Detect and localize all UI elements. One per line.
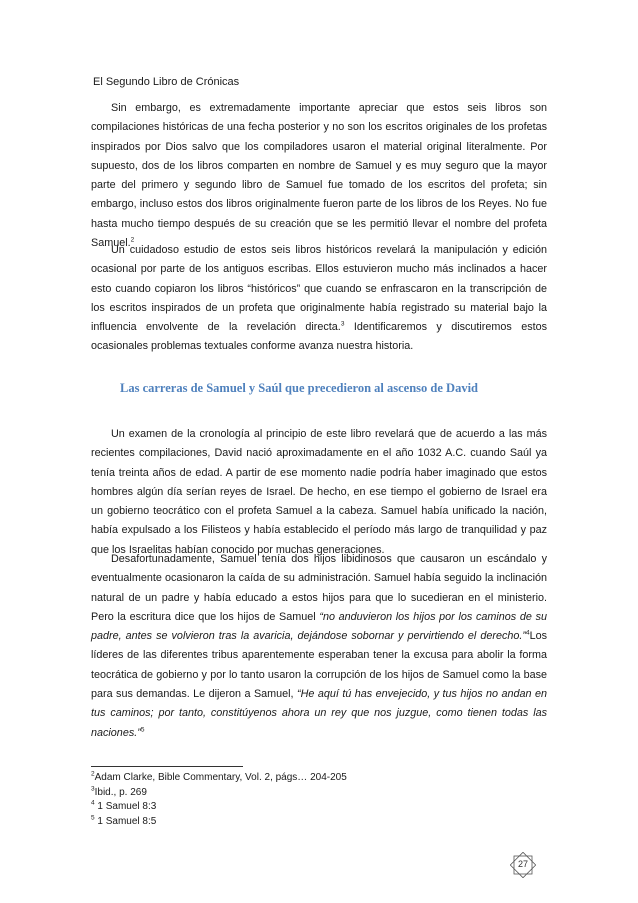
page-number: 27 — [517, 859, 528, 869]
footnotes — [91, 771, 347, 829]
footnote-divider — [91, 766, 243, 767]
scripture-quote-1: “no anduvieron los hijos por los caminos de su padre, antes se volvieron tras la avaricia, dejándose sobornar y pervirtiendo el derecho.” — [91, 610, 547, 643]
footnote-3: $^3$Ibid., p. 269 — [91, 785, 147, 798]
footnote-ref-5: 5 — [140, 726, 145, 734]
footnote-ref-4: 4 — [525, 629, 530, 637]
paragraph-4 — [91, 550, 547, 743]
paragraph-2-text: Un cuidadoso estudio de estos seis libros históricos revelará la manipulación y edición ocasional por parte de los antiguos escribas. Ellos estuvieron mucho más inclinados a hacer esto cuando copiaron los libros “históricos” que cuando se enfrascaron en la transcripción de los escritos inspirados de un profeta que originalmente había registrado su material bajo la influencia envolvente de la revelación directa. — [91, 244, 547, 334]
paragraph-2 — [91, 241, 547, 357]
paragraph-4-text-a: Desafortunadamente, Samuel tenía dos hijos libidinosos que causaron un escándalo y eventualmente ocasionaron la caída de su administración. Samuel había seguido la inclinación natural de un padre y había educado a estos hijos para que lo sucedieran en el ministerio. Pero la escritura dice que los hijos de Samuel — [91, 553, 547, 623]
footnote-4: $^4$ 1 Samuel 8:3 — [91, 799, 157, 812]
page-number-badge — [510, 852, 536, 878]
paragraph-1-text: Sin embargo, es extremadamente importante apreciar que estos seis libros son compilaciones históricas de una fecha posterior y no son los escritos originales de los profetas inspirados por Dios salvo que los compiladores usaron el material original literalmente. Por supuesto, dos de los libros comparten en nombre de Samuel y es muy seguro que la mayor parte del primero y segundo libro de Samuel fue tomado de los escritos del profeta; sin embargo, incluso estos dos libros originalmente fueron parte de los libros de los Reyes. No fue hasta mucho tiempo después de su creación que se les permitió llevar el nombre del profeta Samuel. — [91, 102, 547, 250]
section-heading: Las carreras de Samuel y Saúl que precedieron al ascenso de David — [120, 381, 478, 395]
paragraph-4-text-b: Los líderes de las diferentes tribus aparentemente esperaban tener la excusa para abolir la forma teocrática de gobierno y por lo tanto usaron la corrupción de los hijos de Samuel como la base para sus demandas. Le dijeron a Samuel, — [91, 630, 547, 701]
paragraph-2-text-end: Identificaremos y discutiremos estos ocasionales problemas textuales conforme avanza nuestra historia. — [91, 321, 548, 353]
paragraph-3-text: Un examen de la cronología al principio de este libro revelará que de acuerdo a las más recientes compilaciones, David nació aproximadamente en el año 1032 A.C. cuando Saúl ya tenía treinta años de edad. A partir de ese momento nadie podría haber imaginado que estos hombres algún día serían reyes de Israel. De hecho, en ese tiempo el gobierno de Israel era un gobierno teocrático con el profeta Samuel a la cabeza. Samuel había unificado la nación, había expulsado a los Filisteos y había establecido el período más largo de tranquilidad y paz que los Israelitas habían conocido por muchas generaciones. — [91, 428, 547, 556]
scripture-quote-2: “He aquí tú has envejecido, y tus hijos no andan en tus caminos; por tanto, constitúyenos ahora un rey que nos juzgue, como tienen todas las naciones.” — [91, 688, 547, 739]
paragraph-3 — [91, 425, 547, 560]
paragraph-1 — [91, 99, 547, 253]
footnote-ref-2: 2 — [130, 236, 135, 244]
footnote-ref-3: 3 — [340, 320, 345, 328]
footnote-2: $^2$Adam Clarke, Bible Commentary, Vol. 2, págs… 204-205 — [91, 770, 347, 783]
running-head: El Segundo Libro de Crónicas — [93, 76, 240, 88]
footnote-5: $^5$ 1 Samuel 8:5 — [91, 814, 157, 827]
